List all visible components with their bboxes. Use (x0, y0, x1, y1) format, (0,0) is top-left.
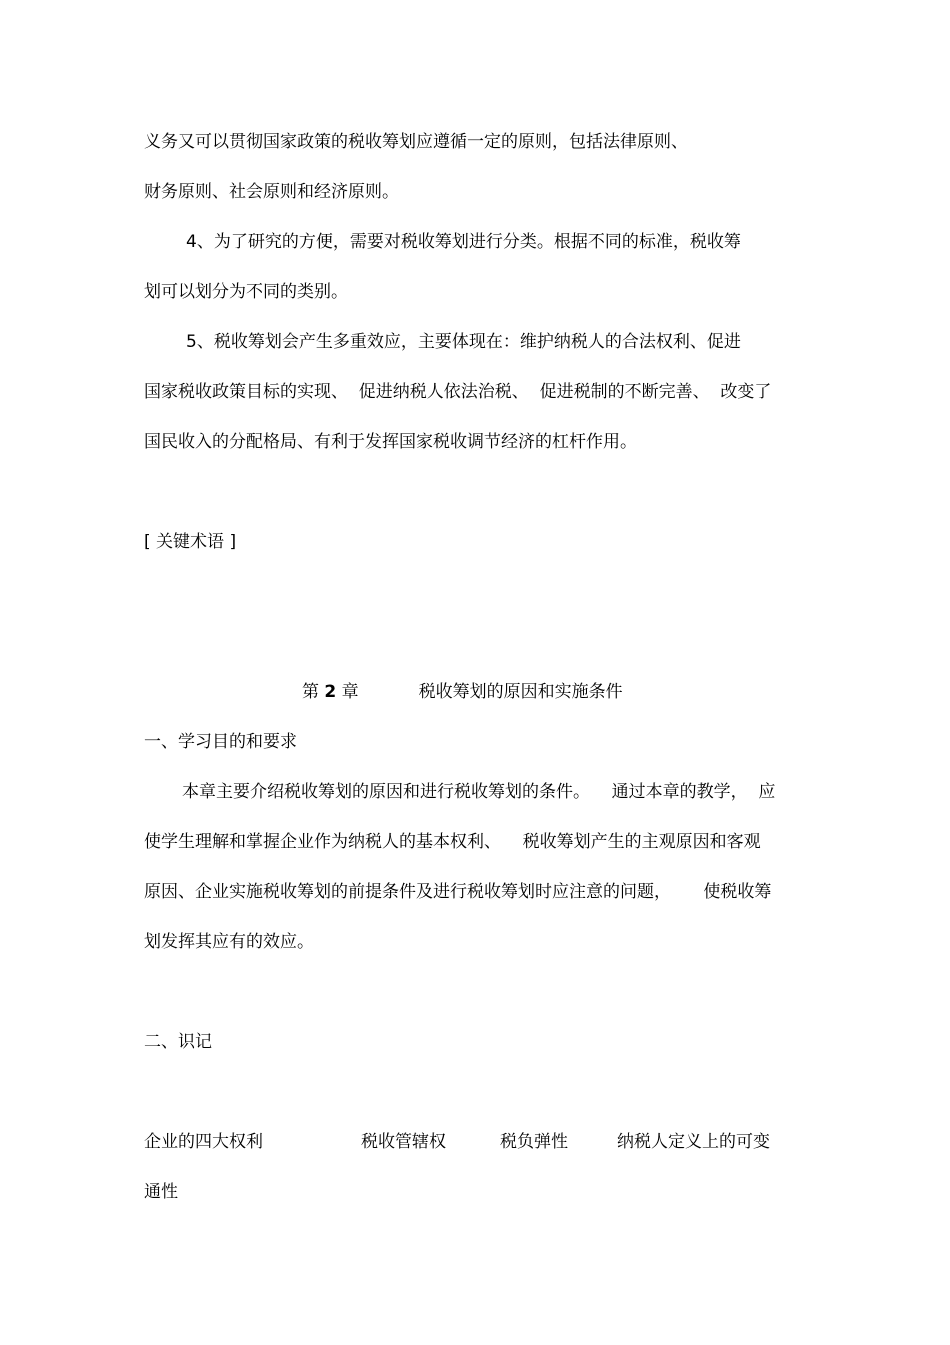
paragraph-4-line-1: 4、为了研究的方便，需要对税收筹划进行分类。根据不同的标准，税收筹 (186, 232, 741, 252)
chapter-number: 2 (324, 682, 337, 702)
section-1-line-3: 原因、企业实施税收筹划的前提条件及进行税收筹划时应注意的问题， 使税收筹 (144, 882, 772, 902)
term-item: 税收管辖权 (361, 1132, 446, 1152)
section-1-line-1: 本章主要介绍税收筹划的原因和进行税收筹划的条件。 通过本章的教学， 应 (182, 782, 776, 802)
term-item-continuation: 通性 (144, 1182, 178, 1202)
term-item: 企业的四大权利 (144, 1132, 263, 1152)
chapter-title: 税收筹划的原因和实施条件 (418, 682, 623, 702)
chapter-prefix: 第 (302, 682, 325, 702)
section-2-heading: 二、识记 (144, 1032, 212, 1052)
paragraph-4-line-2: 划可以划分为不同的类别。 (144, 282, 348, 302)
term-item: 税负弹性 (500, 1132, 568, 1152)
paragraph-3-line-1: 义务又可以贯彻国家政策的税收筹划应遵循一定的原则，包括法律原则、 (144, 132, 688, 152)
section-1-line-4: 划发挥其应有的效应。 (144, 932, 314, 952)
section-1-heading: 一、学习目的和要求 (144, 732, 297, 752)
section-1-line-2: 使学生理解和掌握企业作为纳税人的基本权利、 税收筹划产生的主观原因和客观 (144, 832, 761, 852)
key-terms-heading: [ 关键术语 ] (144, 532, 237, 552)
paragraph-5-line-2: 国家税收政策目标的实现、 促进纳税人依法治税、 促进税制的不断完善、 改变了 (144, 382, 772, 402)
paragraph-5-line-1: 5、税收筹划会产生多重效应，主要体现在：维护纳税人的合法权利、促进 (186, 332, 741, 352)
paragraph-5-line-3: 国民收入的分配格局、有利于发挥国家税收调节经济的杠杆作用。 (144, 432, 637, 452)
chapter-suffix: 章 (336, 682, 359, 702)
term-item: 纳税人定义上的可变 (617, 1132, 770, 1152)
paragraph-3-line-2: 财务原则、社会原则和经济原则。 (144, 182, 399, 202)
chapter-heading (302, 680, 623, 704)
